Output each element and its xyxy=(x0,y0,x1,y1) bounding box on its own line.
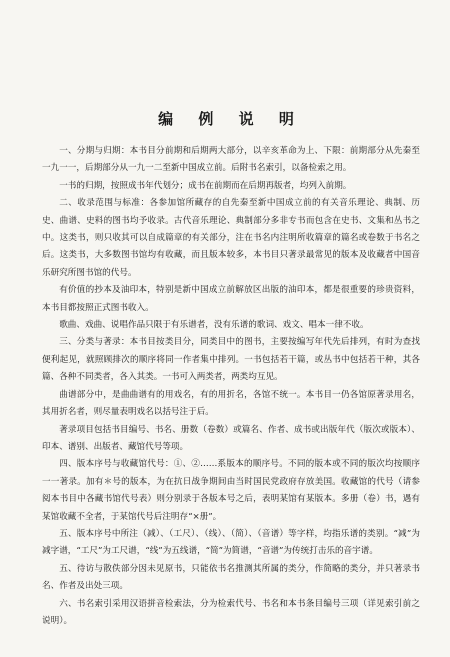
paragraph-7: 曲谱部分中，是曲曲谱有的用戏名，有的用折名，各馆不统一。本书目一仍各馆原著录用名，其用折名者，则尽量表明戏名以括号注于后。 xyxy=(42,389,420,418)
paragraph-1: 一、分期与归期：本书目分前期和后期两大部分，以辛亥革命为上、下限：前期部分从先秦至一九一一，后期部分从一九一二至新中国成立前。后附书名索引，以备检索之用。 xyxy=(42,146,420,174)
paragraph-4: 有价值的抄本及油印本，特别是新中国成立前解放区出版的油印本，都是很重要的珍贵资料，本书目都按照正式图书收入。 xyxy=(42,285,420,313)
paragraph-10: 五、版本序号中所注（减）、（工尺）、（线）、（简）、（音谱）等字样，均指乐谱的类别。“减”为减字谱，“工尺”为工尺谱，“线”为五线谱，“简”为简谱，“音谱”为传统打击乐的音宇谱。 xyxy=(42,528,420,557)
paragraph-6: 三、分类与著录：本书目按类目分，同类目中的图书，主要按编写年代先后排列，有时为查找便利起见，就照顾排次的顺序将同一作者集中排列。一书包括若干篇，或丛书中包括若干种，其各篇、各种不同类者，各入其类。一书可入两类者，两类均互见。 xyxy=(42,337,420,383)
paragraph-11: 五、待访与散佚部分因未见原书，只能依书名推测其所属的类分，作简略的类分，并只著录书名、作者及出处三项。 xyxy=(42,563,420,592)
paragraph-3: 二、收录范围与标准：各参加馆所藏存的自先秦至新中国成立前的有关音乐理论、典制、历史、曲谱、史料的图书均予收录。古代音乐理论、典制部分多非专书而包含在史书、文集和丛书之中。这类书，则只收其可以自成篇章的有关部分，注在书名内注明所收篇章的篇名或卷数于书名之后。这类书，大多数图书馆均有收藏，而且版本较多，本书目只著录最常见的版本及收藏者中国音乐研究所图书馆的代号。 xyxy=(42,198,420,278)
paragraph-5: 歌曲、戏曲、说唱作品只限于有乐谱者，没有乐谱的歌词、戏文、唱本一律不收。 xyxy=(59,320,369,331)
page-title: 编 例 说 明 xyxy=(158,110,304,128)
paragraph-9: 四、版本序号与收藏馆代号：①、②……系版本的顺序号。不同的版本或不同的版次均按顺序一一著录。加有＊号的版本，为在抗日战争期间由当时国民党政府存放美国。收藏馆的代号（请参阅本书目中各藏书馆代号表）则分别录于各版本号之后，表明某馆有某版本。多册（卷）书，遇有某馆收藏不全者，于某馆代号后注明存“×册”。 xyxy=(42,459,420,522)
paragraph-2: 一书的归期，按照成书年代划分；成书在前期而在后期再版者，均列入前期。 xyxy=(59,180,352,191)
paragraph-12: 六、书名索引采用汉语拼音检索法，分为检索代号、书名和本书条目编号三项（详见索引前之说明）。 xyxy=(42,598,420,626)
paragraph-8: 著录项目包括书目编号、书名、册数（卷数）或篇名、作者、成书或出版年代（版次或版本）、印本、谱别、出版者、藏馆代号等项。 xyxy=(42,424,420,452)
